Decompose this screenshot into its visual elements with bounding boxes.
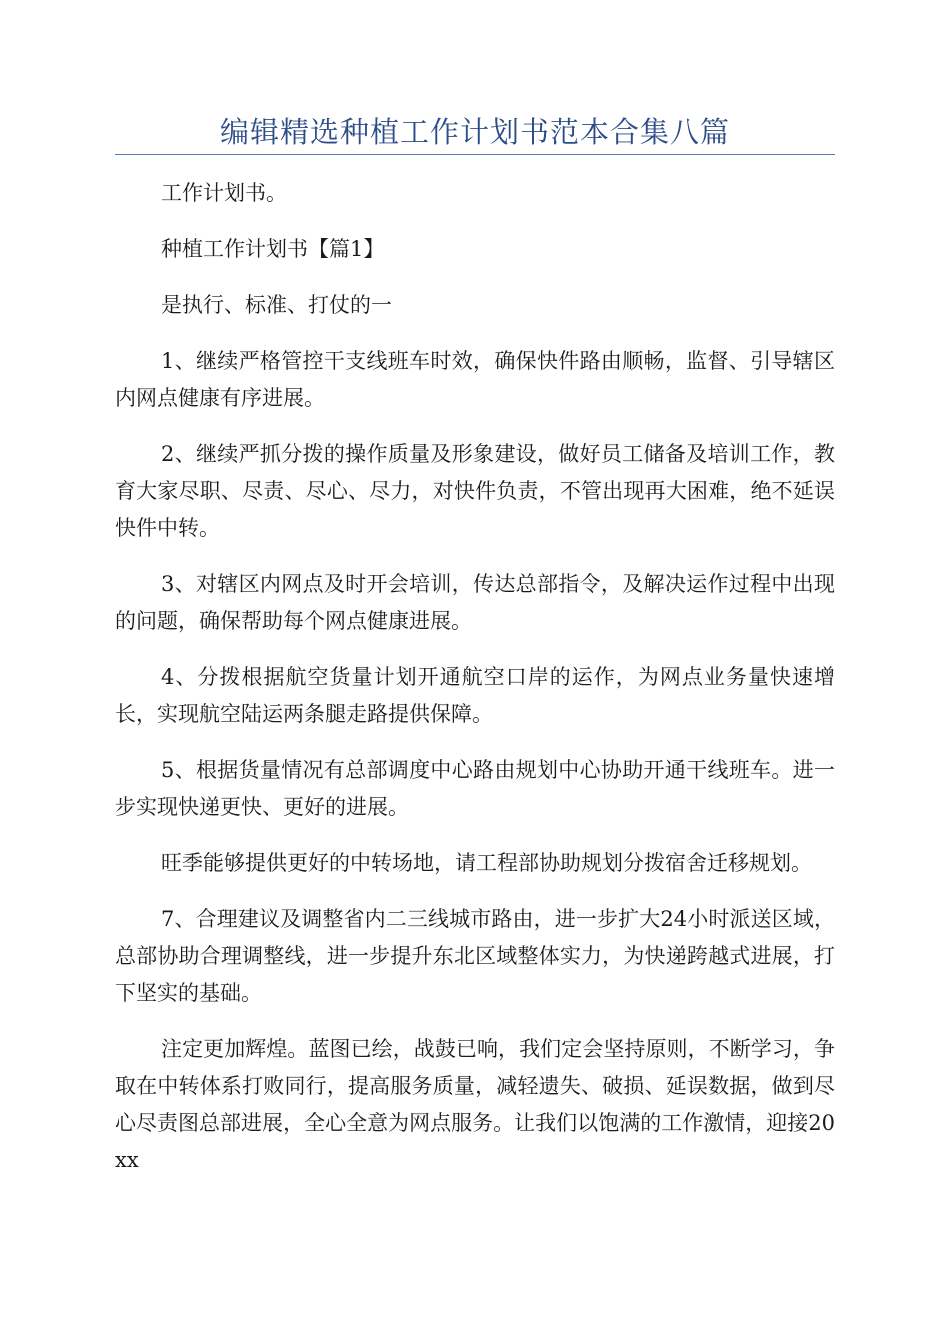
paragraph-item-2: 2、继续严抓分拨的操作质量及形象建设，做好员工储备及培训工作，教育大家尽职、尽责、尽心、尽力，对快件负责，不管出现再大困难，绝不延误快件中转。 bbox=[115, 442, 835, 540]
paragraph-item-3: 3、对辖区内网点及时开会培训，传达总部指令，及解决运作过程中出现的问题，确保帮助每个网点健康进展。 bbox=[115, 572, 835, 633]
paragraph-item-5: 5、根据货量情况有总部调度中心路由规划中心协助开通干线班车。进一步实现快递更快、更好的进展。 bbox=[115, 758, 835, 819]
paragraph-intro: 工作计划书。 bbox=[161, 181, 287, 205]
title-underline bbox=[115, 154, 835, 155]
paragraph-fragment: 是执行、标准、打仗的一 bbox=[161, 293, 392, 317]
paragraph-peak-season: 旺季能够提供更好的中转场地，请工程部协助规划分拨宿舍迁移规划。 bbox=[161, 851, 812, 875]
paragraph-closing: 注定更加辉煌。蓝图已绘，战鼓已响，我们定会坚持原则，不断学习，争取在中转体系打败同行，提高服务质量，减轻遗失、破损、延误数据，做到尽心尽责图总部进展，全心全意为网点服务。让我们以饱满的工作激情，迎接20xx bbox=[115, 1037, 835, 1172]
paragraph-section-heading: 种植工作计划书【篇1】 bbox=[161, 237, 385, 261]
paragraph-item-1: 1、继续严格管控干支线班车时效，确保快件路由顺畅，监督、引导辖区内网点健康有序进展。 bbox=[115, 349, 835, 410]
paragraph-item-7: 7、合理建议及调整省内二三线城市路由，进一步扩大24小时派送区域，总部协助合理调整线，进一步提升东北区域整体实力，为快递跨越式进展，打下坚实的基础。 bbox=[115, 907, 835, 1005]
document-body bbox=[115, 175, 835, 1198]
document-title: 编辑精选种植工作计划书范本合集八篇 bbox=[219, 115, 730, 149]
paragraph-item-4: 4、分拨根据航空货量计划开通航空口岸的运作，为网点业务量快速增长，实现航空陆运两条腿走路提供保障。 bbox=[115, 665, 835, 726]
